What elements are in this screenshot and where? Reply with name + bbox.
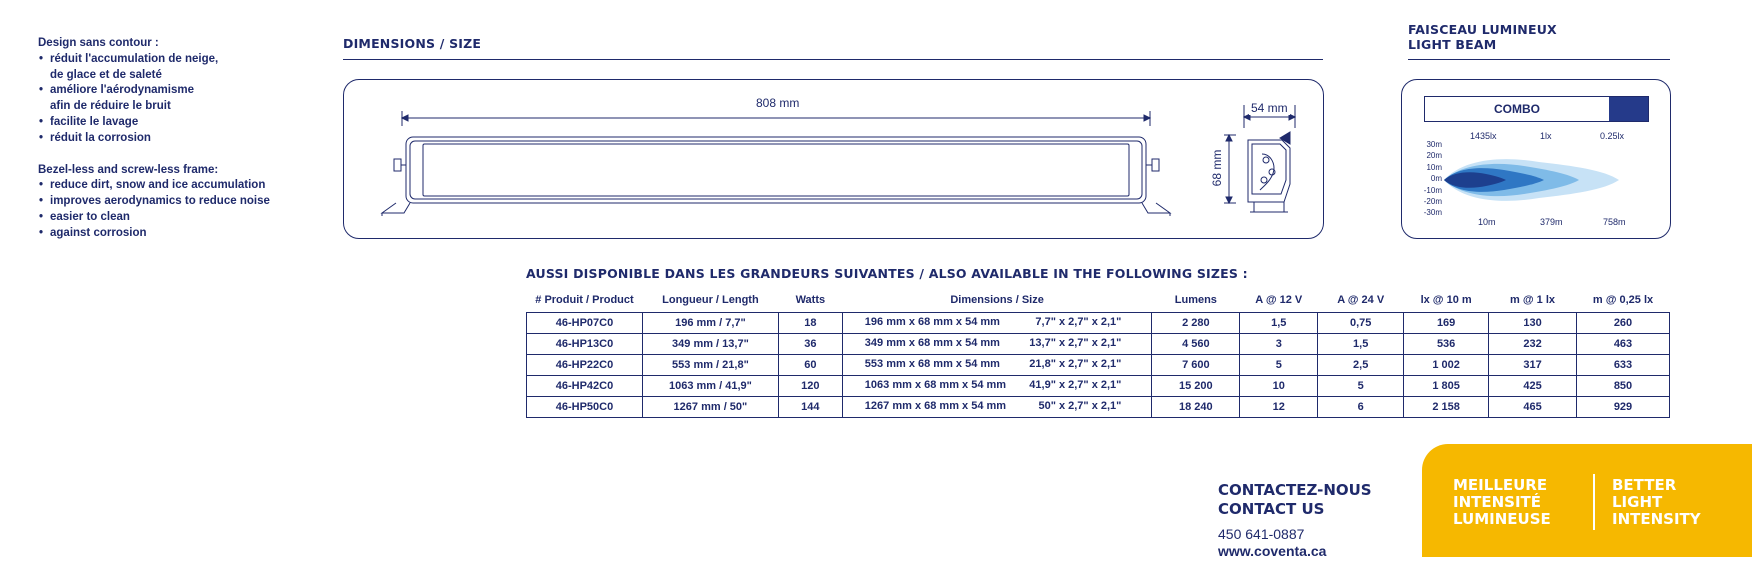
- length-label: 808 mm: [756, 96, 800, 110]
- col-header: Longueur / Length: [662, 294, 759, 306]
- x-tick: 10m: [1478, 217, 1496, 227]
- dim-mm: 553 mm x 68 mm x 54 mm: [864, 358, 1000, 370]
- dim-mm: 1063 mm x 68 mm x 54 mm: [864, 379, 1007, 391]
- cell-lx10: 2 158: [1404, 397, 1489, 418]
- cell-length: 349 mm / 13,7": [642, 334, 778, 355]
- cell-lx10: 1 002: [1404, 355, 1489, 376]
- dim-in: 41,9" x 2,7" x 2,1": [1029, 379, 1122, 391]
- cell-watts: 120: [778, 376, 842, 397]
- cell-product: 46-HP50C0: [527, 397, 643, 418]
- feature-item-cont: afin de réduire le bruit: [50, 100, 171, 113]
- cell-a12: 12: [1240, 397, 1318, 418]
- cell-dims: [842, 355, 1152, 376]
- features-en-list: [38, 178, 270, 241]
- y-tick: 0m: [1430, 174, 1442, 184]
- cell-length: 1063 mm / 41,9": [642, 376, 778, 397]
- cell-length: 553 mm / 21,8": [642, 355, 778, 376]
- dimensions-rule: [343, 59, 1323, 60]
- features-en-heading: Bezel-less and screw-less frame:: [38, 163, 219, 176]
- intensity-banner: [1422, 444, 1752, 557]
- dim-mm: 196 mm x 68 mm x 54 mm: [864, 316, 1000, 328]
- beam-mode-selector: [1424, 96, 1649, 122]
- col-header: m @ 0,25 lx: [1592, 294, 1654, 306]
- cell-a24: 2,5: [1318, 355, 1404, 376]
- col-header: # Produit / Product: [535, 294, 634, 306]
- cell-m025: 260: [1576, 313, 1669, 334]
- cell-dims: [842, 334, 1152, 355]
- lux-label: 1lx: [1540, 131, 1552, 141]
- cell-lumens: 2 280: [1152, 313, 1240, 334]
- cell-lumens: 7 600: [1152, 355, 1240, 376]
- beam-mode-swatch: [1609, 97, 1648, 121]
- features-block: [38, 36, 270, 242]
- beam-box: [1401, 79, 1671, 239]
- cell-length: 196 mm / 7,7": [642, 313, 778, 334]
- feature-item: • improves aerodynamics to reduce noise: [38, 194, 270, 210]
- cell-watts: 18: [778, 313, 842, 334]
- cell-a24: 6: [1318, 397, 1404, 418]
- y-tick: -10m: [1423, 185, 1442, 195]
- col-header: A @ 12 V: [1255, 294, 1303, 306]
- cell-lumens: 15 200: [1152, 376, 1240, 397]
- beam-rule: [1408, 59, 1670, 60]
- y-tick: -20m: [1423, 197, 1442, 207]
- dim-in: 21,8" x 2,7" x 2,1": [1029, 358, 1122, 370]
- cell-m025: 463: [1576, 334, 1669, 355]
- cell-lx10: 536: [1404, 334, 1489, 355]
- beam-title: [1408, 22, 1557, 52]
- beam-title-en: LIGHT BEAM: [1408, 37, 1497, 52]
- cell-watts: 60: [778, 355, 842, 376]
- y-tick: 10m: [1426, 162, 1442, 172]
- contact-phone[interactable]: 450 641-0887: [1218, 526, 1305, 542]
- lux-label: 0.25lx: [1600, 131, 1625, 141]
- sizes-table: [526, 292, 1670, 418]
- cell-dims: [842, 313, 1152, 334]
- beam-y-axis: [1422, 139, 1442, 219]
- col-header: Dimensions / Size: [950, 294, 1044, 306]
- cell-dims: [842, 397, 1152, 418]
- col-header: m @ 1 lx: [1510, 294, 1556, 306]
- cell-watts: 36: [778, 334, 842, 355]
- banner-text-en: BETTER LIGHT INTENSITY: [1612, 476, 1701, 528]
- dim-mm: 349 mm x 68 mm x 54 mm: [864, 337, 1000, 349]
- features-fr-heading: Design sans contour :: [38, 37, 159, 49]
- dim-in: 7,7" x 2,7" x 2,1": [1035, 316, 1122, 328]
- y-tick: -30m: [1423, 208, 1442, 218]
- cell-length: 1267 mm / 50": [642, 397, 778, 418]
- cell-m025: 850: [1576, 376, 1669, 397]
- cell-m025: 929: [1576, 397, 1669, 418]
- cell-product: 46-HP13C0: [527, 334, 643, 355]
- table-row: [527, 376, 1670, 397]
- cell-m1lx: 130: [1489, 313, 1577, 334]
- cell-a24: 5: [1318, 376, 1404, 397]
- cell-a24: 0,75: [1318, 313, 1404, 334]
- col-header: Lumens: [1174, 294, 1217, 306]
- feature-item: • améliore l'aérodynamisme: [38, 83, 270, 99]
- cell-a12: 5: [1240, 355, 1318, 376]
- dimensions-box: [343, 79, 1324, 239]
- cell-m1lx: 465: [1489, 397, 1577, 418]
- contact-website[interactable]: www.coventa.ca: [1218, 543, 1327, 559]
- table-header-row: [527, 292, 1670, 313]
- width-label: 54 mm: [1251, 101, 1288, 115]
- contact-title-fr: CONTACTEZ-NOUS: [1218, 481, 1372, 499]
- beam-title-fr: FAISCEAU LUMINEUX: [1408, 22, 1557, 37]
- dim-in: 13,7" x 2,7" x 2,1": [1029, 337, 1122, 349]
- contact-title-en: CONTACT US: [1218, 500, 1325, 518]
- col-header: A @ 24 V: [1337, 294, 1385, 306]
- height-label: 68 mm: [1210, 149, 1224, 187]
- cell-lx10: 1 805: [1404, 376, 1489, 397]
- light-bar-drawing: [344, 80, 1323, 238]
- table-row: [527, 313, 1670, 334]
- cell-product: 46-HP42C0: [527, 376, 643, 397]
- contact-block: [1218, 481, 1372, 560]
- cell-dims: [842, 376, 1152, 397]
- cell-a12: 10: [1240, 376, 1318, 397]
- feature-item: • facilite le lavage: [38, 115, 270, 131]
- cell-lx10: 169: [1404, 313, 1489, 334]
- cell-m1lx: 317: [1489, 355, 1577, 376]
- y-tick: 20m: [1426, 151, 1442, 161]
- cell-watts: 144: [778, 397, 842, 418]
- cell-lumens: 18 240: [1152, 397, 1240, 418]
- cell-a12: 3: [1240, 334, 1318, 355]
- cell-a24: 1,5: [1318, 334, 1404, 355]
- beam-mode-label: COMBO: [1494, 102, 1540, 116]
- cell-product: 46-HP22C0: [527, 355, 643, 376]
- x-tick: 379m: [1540, 217, 1563, 227]
- feature-item: • réduit la corrosion: [38, 131, 270, 147]
- feature-item: • réduit l'accumulation de neige,: [38, 52, 270, 68]
- banner-text-fr: MEILLEURE INTENSITÉ LUMINEUSE: [1453, 476, 1551, 528]
- table-row: [527, 397, 1670, 418]
- features-fr-list: [38, 52, 270, 147]
- col-header: Watts: [795, 294, 826, 306]
- beam-pattern: [1444, 140, 1624, 220]
- cell-product: 46-HP07C0: [527, 313, 643, 334]
- feature-item: • reduce dirt, snow and ice accumulation: [38, 178, 270, 194]
- banner-divider: [1593, 474, 1595, 530]
- cell-a12: 1,5: [1240, 313, 1318, 334]
- cell-lumens: 4 560: [1152, 334, 1240, 355]
- cell-m1lx: 425: [1489, 376, 1577, 397]
- lux-label: 1435lx: [1470, 131, 1497, 141]
- dim-mm: 1267 mm x 68 mm x 54 mm: [864, 400, 1007, 412]
- table-row: [527, 355, 1670, 376]
- cell-m025: 633: [1576, 355, 1669, 376]
- dimensions-title: DIMENSIONS / SIZE: [343, 36, 482, 51]
- dim-in: 50" x 2,7" x 2,1": [1038, 400, 1122, 412]
- col-header: lx @ 10 m: [1420, 294, 1472, 306]
- cell-m1lx: 232: [1489, 334, 1577, 355]
- feature-item-cont: de glace et de saleté: [50, 68, 162, 81]
- feature-item: • against corrosion: [38, 226, 270, 242]
- sizes-title: AUSSI DISPONIBLE DANS LES GRANDEURS SUIVANTES / ALSO AVAILABLE IN THE FOLLOWING SIZES :: [526, 266, 1248, 281]
- feature-item: • easier to clean: [38, 210, 270, 226]
- table-row: [527, 334, 1670, 355]
- x-tick: 758m: [1603, 217, 1626, 227]
- y-tick: 30m: [1426, 140, 1442, 149]
